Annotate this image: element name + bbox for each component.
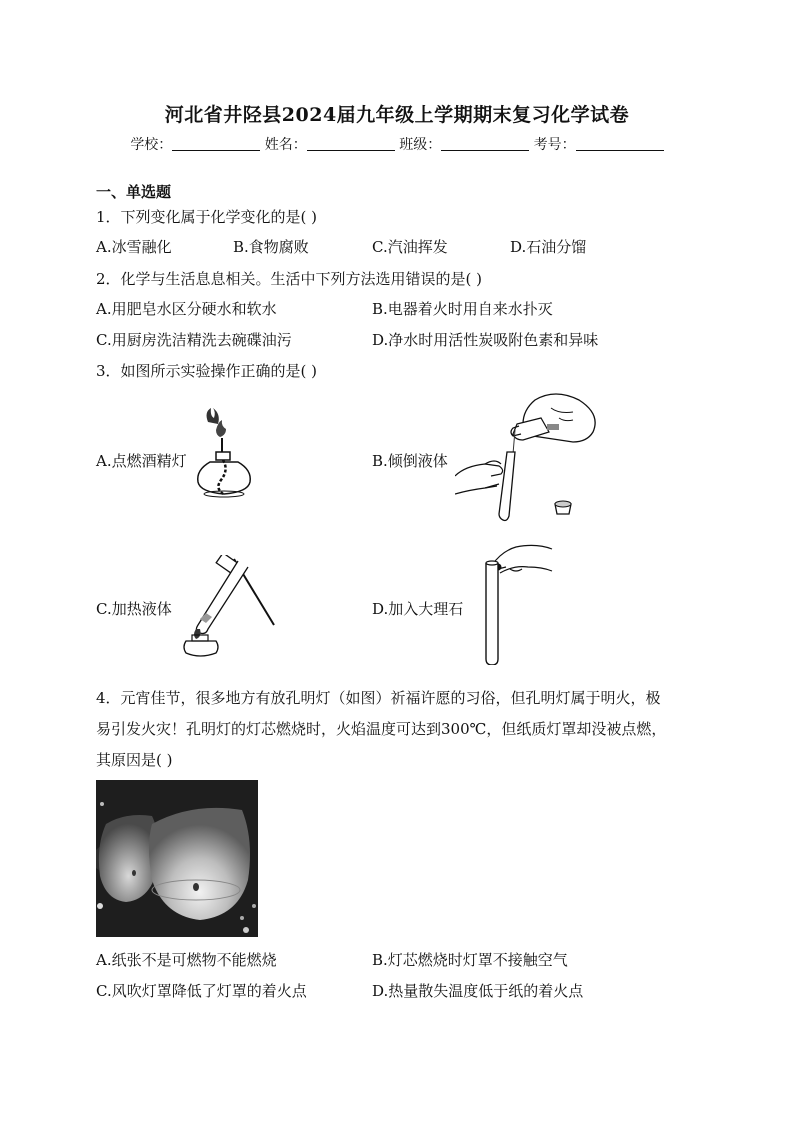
q1-option-b[interactable]: B.食物腐败 [233, 238, 309, 256]
q2-stem: 2．化学与生活息息相关。生活中下列方法选用错误的是( ) [96, 270, 483, 288]
class-label: 班级： [399, 137, 442, 153]
q3-stem: 3．如图所示实验操作正确的是( ) [96, 362, 318, 380]
school-label: 学校： [130, 137, 173, 153]
q4-stem-line-2: 易引发火灾！孔明灯的灯芯燃烧时，火焰温度可达到300℃，但纸质灯罩却没被点燃， [96, 720, 667, 738]
q2-option-a[interactable]: A.用肥皂水区分硬水和软水 [96, 300, 277, 318]
name-field[interactable] [307, 136, 395, 151]
q1-option-a[interactable]: A.冰雪融化 [96, 238, 172, 256]
sky-lantern-photo [96, 780, 258, 937]
q3-option-b[interactable]: B.倾倒液体 [372, 452, 448, 470]
q4-option-c[interactable]: C.风吹灯罩降低了灯罩的着火点 [96, 982, 307, 1000]
q3-option-c[interactable]: C.加热液体 [96, 600, 172, 618]
heating-liquid-figure [178, 555, 278, 660]
school-field[interactable] [172, 136, 260, 151]
q4-option-b[interactable]: B.灯芯燃烧时灯罩不接触空气 [372, 951, 568, 969]
section-heading: 一、单选题 [96, 183, 172, 201]
number-label: 考号： [533, 137, 576, 153]
q2-option-d[interactable]: D.净水时用活性炭吸附色素和异味 [372, 331, 599, 349]
q1-stem: 1．下列变化属于化学变化的是( ) [96, 208, 318, 226]
q2-option-c[interactable]: C.用厨房洗洁精洗去碗碟油污 [96, 331, 292, 349]
q1-option-c[interactable]: C.汽油挥发 [372, 238, 448, 256]
q4-stem [96, 683, 696, 776]
class-field[interactable] [441, 136, 529, 151]
q4-stem-line-1: 4．元宵佳节，很多地方有放孔明灯（如图）祈福许愿的习俗，但孔明灯属于明火，极 [96, 689, 661, 707]
q4-stem-line-3: 其原因是( ) [96, 751, 173, 769]
q1-option-d[interactable]: D.石油分馏 [510, 238, 587, 256]
student-info [0, 134, 794, 154]
exam-title: 河北省井陉县2024届九年级上学期期末复习化学试卷 [164, 104, 630, 126]
q4-option-a[interactable]: A.纸张不是可燃物不能燃烧 [96, 951, 277, 969]
pouring-liquid-figure [455, 390, 615, 526]
q2-option-b[interactable]: B.电器着火时用自来水扑灭 [372, 300, 553, 318]
number-field[interactable] [576, 136, 664, 151]
q3-option-d[interactable]: D.加入大理石 [372, 600, 464, 618]
q4-option-d[interactable]: D.热量散失温度低于纸的着火点 [372, 982, 584, 1000]
q3-option-a[interactable]: A.点燃酒精灯 [96, 452, 187, 470]
alcohol-lamp-lighting-figure [192, 408, 260, 500]
name-label: 姓名： [264, 137, 307, 153]
adding-marble-figure [478, 543, 554, 665]
